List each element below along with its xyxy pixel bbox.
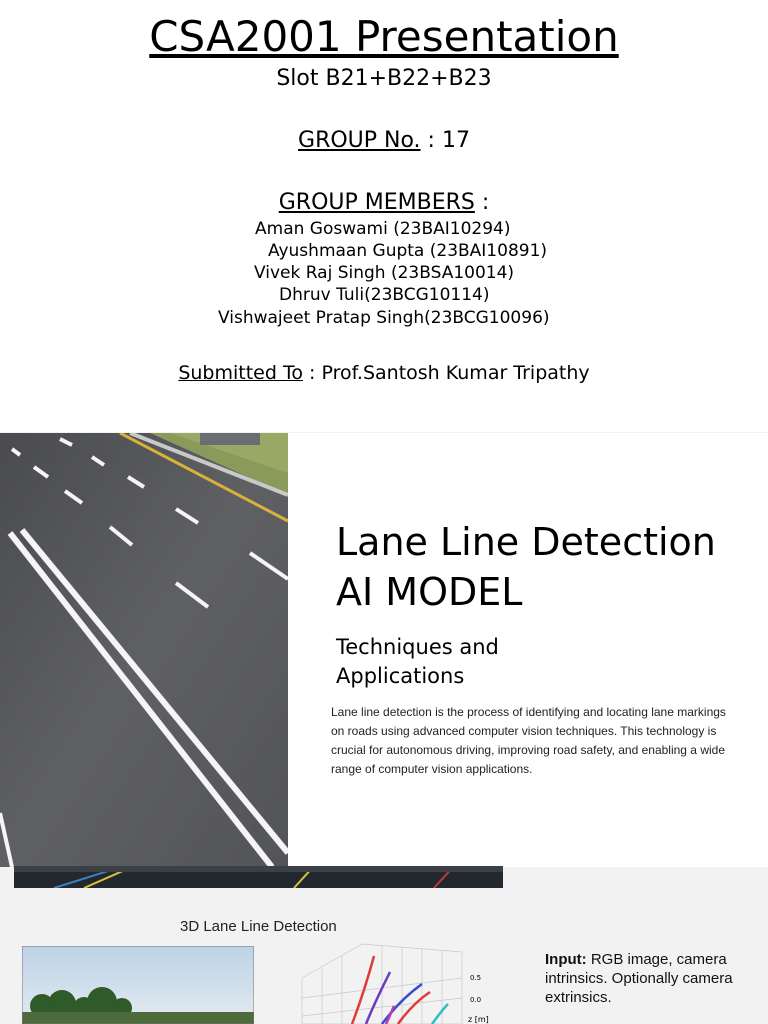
road-photo xyxy=(0,433,288,867)
group-value: : 17 xyxy=(420,128,470,153)
slide-title: Lane Line Detection AI MODEL xyxy=(336,520,716,614)
slide3-title: 3D Lane Line Detection xyxy=(180,918,337,935)
members-heading: GROUP MEMBERS : xyxy=(278,190,490,215)
3d-lane-plot xyxy=(282,938,492,1024)
submitted-value: : Prof.Santosh Kumar Tripathy xyxy=(302,362,590,384)
lane-detection-slide xyxy=(0,433,768,867)
members-label: GROUP MEMBERS xyxy=(278,190,475,215)
input-text: RGB image, camera intrinsics. Optionally camera extrinsics. xyxy=(545,951,733,1006)
member-5: Vishwajeet Pratap Singh(23BCG10096) xyxy=(218,308,550,328)
plot-axis-label: z [m] xyxy=(468,1015,489,1024)
group-number xyxy=(0,126,768,156)
member-4: Dhruv Tuli(23BCG10114) xyxy=(279,285,490,305)
slide-description: Lane line detection is the process of identifying and locating lane markings on roads using advanced computer vision techniques. This technology is crucial for autonomous driving, improving road safety, and enabling a wide range of computer vision applications. xyxy=(331,705,726,776)
member-3: Vivek Raj Singh (23BSA10014) xyxy=(254,263,515,283)
partial-slide-strip xyxy=(14,866,503,888)
title-slide xyxy=(0,0,768,432)
3d-lane-slide xyxy=(0,890,768,1024)
input-label: Input: xyxy=(545,951,587,968)
submitted-to xyxy=(0,360,768,386)
slot-text: Slot B21+B22+B23 xyxy=(276,66,492,91)
member-1: Aman Goswami (23BAI10294) xyxy=(255,219,511,239)
member-2: Ayushmaan Gupta (23BAI10891) xyxy=(268,241,548,261)
group-label: GROUP No. xyxy=(298,128,421,153)
presentation-title: CSA2001 Presentation xyxy=(149,12,619,61)
input-description xyxy=(545,950,760,1007)
plot-tick-2: 0.0 xyxy=(470,996,482,1004)
scene-image xyxy=(22,946,254,1024)
strip-image xyxy=(14,866,503,888)
plot-tick-1: 0.5 xyxy=(470,974,482,982)
slide-subtitle: Techniques and Applications xyxy=(336,635,499,688)
submitted-label: Submitted To xyxy=(178,362,303,384)
